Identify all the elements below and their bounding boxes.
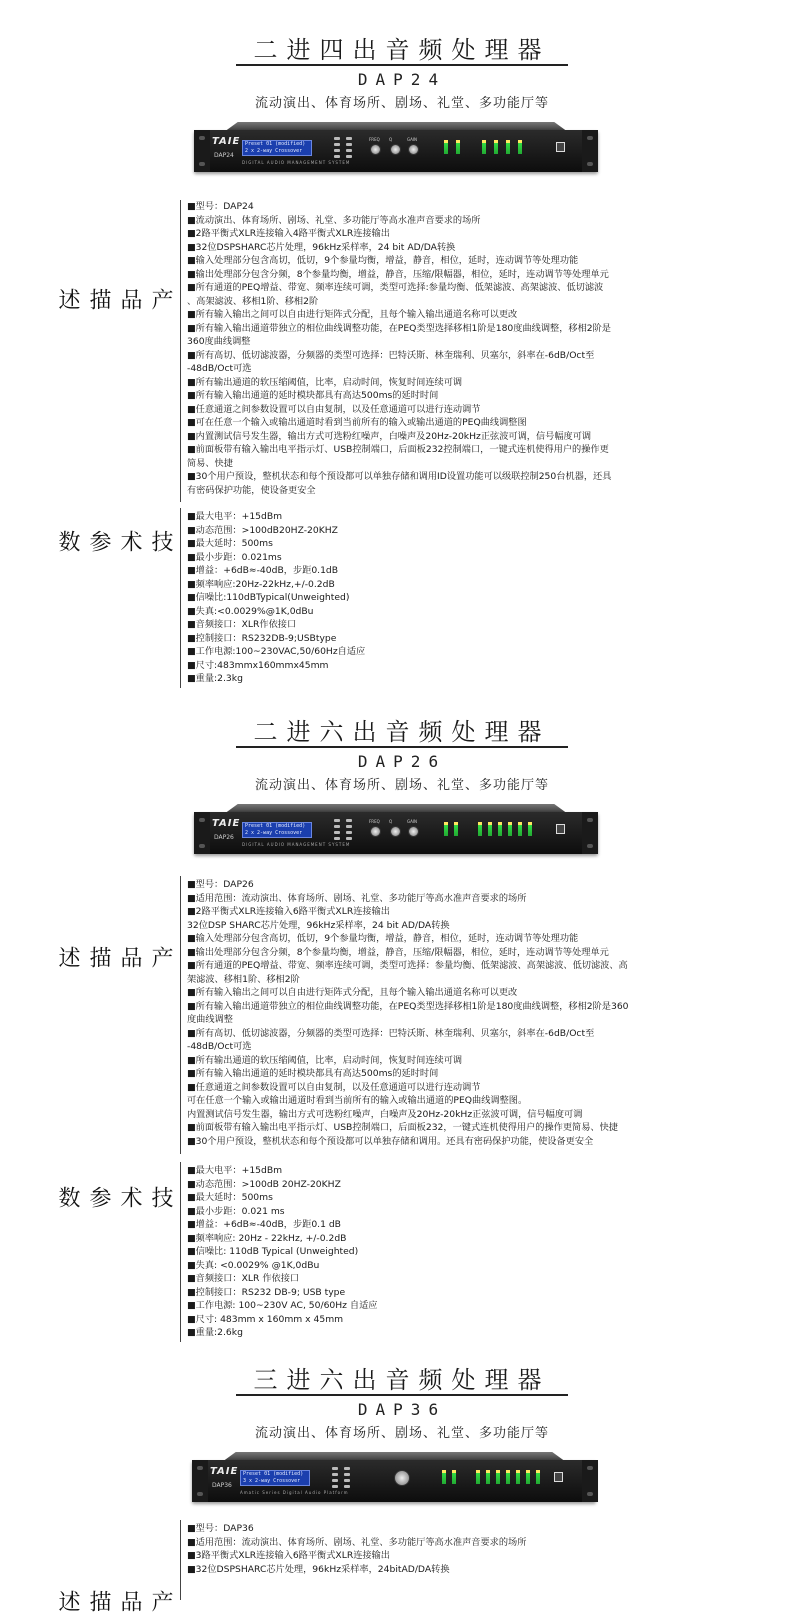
knob-label: Q xyxy=(389,137,393,142)
rack-hole xyxy=(199,844,205,848)
panel-button xyxy=(334,155,340,158)
panel-button xyxy=(346,831,352,834)
product-model: DAP24 xyxy=(357,70,447,89)
level-meter xyxy=(518,822,522,836)
brand-logo: TAIE xyxy=(210,1466,239,1477)
description-item: 简易、快捷 xyxy=(187,457,233,469)
description-item: ■所有输入输出通道的延时模块都具有高达500ms的延时时间 xyxy=(187,1068,439,1079)
description-item: ■型号：DAP24 xyxy=(187,201,254,212)
level-meter xyxy=(506,140,510,154)
level-meter xyxy=(454,822,458,836)
panel-model-label: DAP26 xyxy=(214,834,234,841)
rack-ear-l xyxy=(194,130,210,172)
description-vertical-label: 产品描述 xyxy=(55,288,173,316)
description-item: -48dB/Oct可选 xyxy=(187,1041,252,1052)
spec-item: ■音频接口：XLR 作依接口 xyxy=(187,1273,300,1284)
product-title: 二进六出音频处理器 xyxy=(253,718,551,746)
control-knob xyxy=(408,826,419,837)
specs-list xyxy=(187,1164,667,1340)
panel-buttons xyxy=(332,1467,338,1491)
spec-item: ■尺寸: 483mm x 160mm x 45mm xyxy=(187,1313,344,1325)
spec-item: ■增益：+6dB≈-40dB，步距0.1 dB xyxy=(187,1219,341,1230)
description-item: ■适用范围：流动演出、体育场所、剧场、礼堂、多功能厅等高水准声音要求的场所 xyxy=(187,892,527,904)
panel-button xyxy=(332,1479,338,1482)
level-meter xyxy=(486,1470,490,1484)
description-item: ■适用范围：流动演出、体育场所、剧场、礼堂、多功能厅等高水准声音要求的场所 xyxy=(187,1536,527,1548)
product-model: DAP26 xyxy=(357,752,447,771)
panel-model-label: DAP36 xyxy=(212,1482,232,1489)
usb-port xyxy=(556,824,565,834)
lcd-line-1: Preset 01 (modified) xyxy=(243,1471,304,1477)
product-model: DAP36 xyxy=(357,1400,447,1419)
rack-ear-l xyxy=(192,1460,208,1502)
panel-button xyxy=(332,1473,338,1476)
spec-item: ■增益：+6dB≈-40dB，步距0.1dB xyxy=(187,565,339,576)
lcd-line-1: Preset 01 (modified) xyxy=(245,823,306,829)
panel-button xyxy=(344,1473,350,1476)
description-item: ■内置测试信号发生器，输出方式可选粉红噪声，白噪声及20Hz-20kHz正弦波可调，信号幅度可调 xyxy=(187,430,592,442)
panel-button xyxy=(346,137,352,140)
spec-item: ■控制接口：RS232 DB-9; USB type xyxy=(187,1286,346,1298)
control-knob xyxy=(394,1470,410,1486)
description-vertical-label: 产品描述 xyxy=(55,946,173,974)
description-item: ■所有高切、低切滤波器，分频器的类型可选择：巴特沃斯、林奎瑞利、贝塞尔，斜率在-6dB/Oct至 xyxy=(187,1027,595,1039)
spec-item: ■失真: <0.0029% @1K,0dBu xyxy=(187,1259,320,1271)
description-item: ■输入处理部分包含高切，低切，9个参量均衡，增益，静音，相位，延时，连动调节等处理功能 xyxy=(187,933,579,944)
description-item: ■所有输入输出通道带独立的相位曲线调整功能，在PEQ类型选择移相1阶是180度曲线调整，移相2阶是360 xyxy=(187,1000,629,1012)
lcd-line-2: 2 x 2-way Crossover xyxy=(245,148,303,154)
panel-buttons xyxy=(346,137,352,161)
rack-hole xyxy=(587,136,593,140)
spec-item: ■动态范围：>100dB 20HZ-20KHZ xyxy=(187,1178,341,1190)
level-meter xyxy=(442,1470,446,1484)
spec-item: ■最大电平：+15dBm xyxy=(187,511,283,522)
description-item: 可在任意一个输入或输出通道时看到当前所有的输入或输出通道的PEQ曲线调整图。 xyxy=(187,1095,528,1106)
title-underline xyxy=(236,1394,568,1396)
title-underline xyxy=(236,64,568,66)
spec-item: ■频率响应: 20Hz - 22kHz, +/-0.2dB xyxy=(187,1232,347,1244)
level-meter xyxy=(518,140,522,154)
product-subtitle: 流动演出、体育场所、剧场、礼堂、多功能厅等 xyxy=(254,778,549,793)
description-item: ■输出处理部分包含分频，8个参量均衡，增益，静音，压缩/限幅器，相位，延时，连动调节等处理单元 xyxy=(187,268,609,280)
product-section-dap26 xyxy=(0,712,804,847)
description-item: ■输出处理部分包含分频，8个参量均衡，增益，静音，压缩/限幅器，相位，延时，连动调节等处理单元 xyxy=(187,946,609,958)
product-title: 三进六出音频处理器 xyxy=(253,1366,551,1394)
rack-hole xyxy=(587,818,593,822)
panel-buttons xyxy=(346,819,352,843)
level-meter xyxy=(494,140,498,154)
control-knob xyxy=(390,144,401,155)
panel-button xyxy=(334,831,340,834)
rack-hole xyxy=(199,162,205,166)
lcd-line-2: 2 x 2-way Crossover xyxy=(245,830,303,836)
panel-button xyxy=(346,825,352,828)
description-list xyxy=(187,878,667,1148)
control-knob xyxy=(370,144,381,155)
description-item: ■前面板带有输入输出电平指示灯、USB控制端口，后面板232，一键式连机使得用户的操作更简易、快捷 xyxy=(187,1122,618,1133)
knob-label: Q xyxy=(389,819,393,824)
rack-hole xyxy=(587,1492,593,1496)
rack-hole xyxy=(199,136,205,140)
specs-vertical-rule xyxy=(180,1162,181,1342)
level-meter xyxy=(498,822,502,836)
description-item: ■所有通道的PEQ增益、带宽、频率连续可调，类型可选择：参量均衡、低架滤波、高架滤波、低切滤波、高 xyxy=(187,960,628,971)
description-item: ■任意通道之间参数设置可以自由复制，以及任意通道可以进行连动调节 xyxy=(187,403,481,415)
level-meter xyxy=(506,1470,510,1484)
description-item: ■所有通道的PEQ增益、带宽、频率连续可调，类型可选择:参量均衡、低架滤波、高架滤波、低切滤波 xyxy=(187,282,604,293)
level-meter xyxy=(516,1470,520,1484)
description-item: ■所有输入输出之间可以自由进行矩阵式分配，且每个输入输出通道名称可以更改 xyxy=(187,309,518,320)
description-item: ■3路平衡式XLR连接输入6路平衡式XLR连接输出 xyxy=(187,1550,390,1561)
panel-button xyxy=(346,819,352,822)
level-meter xyxy=(496,1470,500,1484)
level-meter xyxy=(478,822,482,836)
description-item: 有密码保护功能，使设备更安全 xyxy=(187,484,316,496)
level-meter xyxy=(476,1470,480,1484)
system-label: Amatic Series Digital Audio Platform xyxy=(240,1490,349,1495)
description-item: ■所有输出通道的软压缩阈值，比率，启动时间，恢复时间连续可调 xyxy=(187,376,463,388)
spec-item: ■频率响应:20Hz-22kHz,+/-0.2dB xyxy=(187,578,335,590)
description-item: ■流动演出、体育场所、剧场、礼堂、多功能厅等高水准声音要求的场所 xyxy=(187,214,481,226)
product-subtitle: 流动演出、体育场所、剧场、礼堂、多功能厅等 xyxy=(254,96,549,111)
panel-buttons xyxy=(344,1467,350,1491)
panel-button xyxy=(334,137,340,140)
description-item: ■2路平衡式XLR连接输入6路平衡式XLR连接输出 xyxy=(187,906,390,917)
description-item: 360度曲线调整 xyxy=(187,336,251,347)
spec-item: ■控制接口：RS232DB-9;USBtype xyxy=(187,632,337,644)
panel-buttons xyxy=(334,137,340,161)
description-item: 架滤波、移相1阶、移相2阶 xyxy=(187,973,300,985)
lcd-display xyxy=(242,822,312,838)
title-underline xyxy=(236,746,568,748)
panel-buttons xyxy=(334,819,340,843)
product-section-dap36 xyxy=(0,1360,804,1495)
description-item: ■32位DSPSHARC芯片处理，96kHz采样率，24 bit AD/DA转换 xyxy=(187,241,456,253)
panel-button xyxy=(346,837,352,840)
spec-item: ■尺寸:483mmx160mmx45mm xyxy=(187,659,329,671)
level-meter xyxy=(452,1470,456,1484)
rack-ear-l xyxy=(194,812,210,854)
product-title: 二进四出音频处理器 xyxy=(253,36,551,64)
knob-label: FREQ xyxy=(369,137,380,142)
description-item: 、高架滤波、移相1阶、移相2阶 xyxy=(187,295,319,307)
panel-button xyxy=(344,1485,350,1488)
description-item: ■前面板带有输入输出电平指示灯、USB控制端口，后面板232控制端口，一键式连机使得用户的操作更 xyxy=(187,444,609,455)
level-meter xyxy=(536,1470,540,1484)
spec-item: ■信噪比: 110dB Typical (Unweighted) xyxy=(187,1246,359,1257)
spec-item: ■失真:<0.0029%@1K,0dBu xyxy=(187,605,314,617)
panel-button xyxy=(334,149,340,152)
level-meter xyxy=(508,822,512,836)
specs-list xyxy=(187,510,667,686)
panel-button xyxy=(334,837,340,840)
description-list xyxy=(187,200,667,497)
description-item: ■32位DSPSHARC芯片处理，96kHz采样率，24bitAD/DA转换 xyxy=(187,1563,450,1575)
lcd-line-2: 3 x 2-way Crossover xyxy=(243,1478,301,1484)
product-section-dap24 xyxy=(0,30,804,165)
usb-port xyxy=(554,1472,563,1482)
brand-logo: TAIE xyxy=(212,136,241,147)
level-meter xyxy=(528,822,532,836)
level-meter xyxy=(482,140,486,154)
system-label: DIGITAL AUDIO MANAGEMENT SYSTEM xyxy=(242,842,351,847)
spec-item: ■最大延时：500ms xyxy=(187,1192,273,1203)
description-item: ■输入处理部分包含高切，低切，9个参量均衡，增益，静音，相位，延时，连动调节等处理功能 xyxy=(187,255,579,266)
description-item: 度曲线调整 xyxy=(187,1014,233,1025)
panel-button xyxy=(334,143,340,146)
spec-item: ■最大延时：500ms xyxy=(187,538,273,549)
description-list xyxy=(187,1522,667,1576)
rack-ear-r xyxy=(582,1460,598,1502)
description-vertical-rule xyxy=(180,200,181,502)
specs-vertical-rule xyxy=(180,508,181,688)
device-front-panel-image xyxy=(194,804,598,856)
specs-vertical-label: 技术参数 xyxy=(55,1186,173,1214)
panel-button xyxy=(334,825,340,828)
control-knob xyxy=(408,144,419,155)
rack-ear-r xyxy=(582,130,598,172)
rack-hole xyxy=(587,844,593,848)
spec-item: ■重量:2.6kg xyxy=(187,1327,243,1338)
description-item: ■可在任意一个输入或输出通道时看到当前所有的输入或输出通道的PEQ曲线调整图 xyxy=(187,417,527,428)
panel-button xyxy=(346,149,352,152)
level-meter xyxy=(444,822,448,836)
level-meter xyxy=(488,822,492,836)
spec-item: ■重量:2.3kg xyxy=(187,673,243,684)
panel-button xyxy=(334,819,340,822)
level-meter xyxy=(456,140,460,154)
lcd-display xyxy=(240,1470,310,1486)
spec-item: ■音频接口：XLR作依接口 xyxy=(187,619,297,630)
specs-vertical-label: 技术参数 xyxy=(55,530,173,558)
panel-button xyxy=(344,1479,350,1482)
rack-hole xyxy=(197,1492,203,1496)
description-item: -48dB/Oct可选 xyxy=(187,363,252,374)
description-vertical-rule xyxy=(180,1520,181,1600)
rack-hole xyxy=(199,818,205,822)
spec-item: ■工作电源:100~230VAC,50/60Hz自适应 xyxy=(187,646,366,657)
description-item: ■所有输入输出通道的延时模块都具有高达500ms的延时时间 xyxy=(187,390,439,401)
description-item: ■30个用户预设，整机状态和每个预设都可以单独存储和调用。还具有密码保护功能，使设备更安全 xyxy=(187,1135,594,1147)
spec-item: ■最小步距：0.021ms xyxy=(187,551,282,563)
description-item: ■所有高切、低切滤波器，分频器的类型可选择：巴特沃斯、林奎瑞利、贝塞尔，斜率在-6dB/Oct至 xyxy=(187,349,595,361)
lcd-display xyxy=(242,140,312,156)
rack-hole xyxy=(587,162,593,166)
description-item: ■型号：DAP36 xyxy=(187,1523,254,1534)
description-item: ■所有输入输出通道带独立的相位曲线调整功能，在PEQ类型选择移相1阶是180度曲线调整，移相2阶是 xyxy=(187,322,611,334)
panel-button xyxy=(332,1485,338,1488)
panel-model-label: DAP24 xyxy=(214,152,234,159)
panel-button xyxy=(332,1467,338,1470)
spec-item: ■信噪比:110dBTypical(Unweighted) xyxy=(187,592,350,603)
device-front-panel-image xyxy=(192,1452,598,1504)
product-subtitle: 流动演出、体育场所、剧场、礼堂、多功能厅等 xyxy=(254,1426,549,1441)
rack-ear-r xyxy=(582,812,598,854)
knob-label: FREQ xyxy=(369,819,380,824)
description-item: ■30个用户预设，整机状态和每个预设都可以单独存储和调用ID设置功能可以级联控制250台机器，还具 xyxy=(187,471,612,482)
spec-item: ■最小步距：0.021 ms xyxy=(187,1205,285,1217)
panel-button xyxy=(346,155,352,158)
control-knob xyxy=(390,826,401,837)
rack-hole xyxy=(587,1466,593,1470)
description-item: ■任意通道之间参数设置可以自由复制，以及任意通道可以进行连动调节 xyxy=(187,1081,481,1093)
level-meter xyxy=(526,1470,530,1484)
device-front-panel-image xyxy=(194,122,598,174)
description-item: ■型号：DAP26 xyxy=(187,879,254,890)
description-vertical-rule xyxy=(180,876,181,1154)
spec-item: ■动态范围：>100dB20HZ-20KHZ xyxy=(187,524,338,536)
spec-item: ■最大电平：+15dBm xyxy=(187,1165,283,1176)
knob-label: GAIN xyxy=(407,137,418,142)
description-item: 32位DSP SHARC芯片处理，96kHz采样率，24 bit AD/DA转换 xyxy=(187,919,450,931)
lcd-line-1: Preset 01 (modified) xyxy=(245,141,306,147)
panel-button xyxy=(344,1467,350,1470)
usb-port xyxy=(556,142,565,152)
description-vertical-label: 产品描述 xyxy=(55,1590,173,1618)
description-item: ■所有输出通道的软压缩阈值，比率，启动时间，恢复时间连续可调 xyxy=(187,1054,463,1066)
level-meter xyxy=(444,140,448,154)
spec-item: ■工作电源: 100~230V AC, 50/60Hz 自适应 xyxy=(187,1300,378,1311)
system-label: DIGITAL AUDIO MANAGEMENT SYSTEM xyxy=(242,160,351,165)
rack-hole xyxy=(197,1466,203,1470)
knob-label: GAIN xyxy=(407,819,418,824)
panel-button xyxy=(346,143,352,146)
control-knob xyxy=(370,826,381,837)
description-item: 内置测试信号发生器，输出方式可选粉红噪声，白噪声及20Hz-20kHz正弦波可调，信号幅度可调 xyxy=(187,1108,583,1120)
brand-logo: TAIE xyxy=(212,818,241,829)
description-item: ■所有输入输出之间可以自由进行矩阵式分配，且每个输入输出通道名称可以更改 xyxy=(187,987,518,998)
description-item: ■2路平衡式XLR连接输入4路平衡式XLR连接输出 xyxy=(187,228,390,239)
